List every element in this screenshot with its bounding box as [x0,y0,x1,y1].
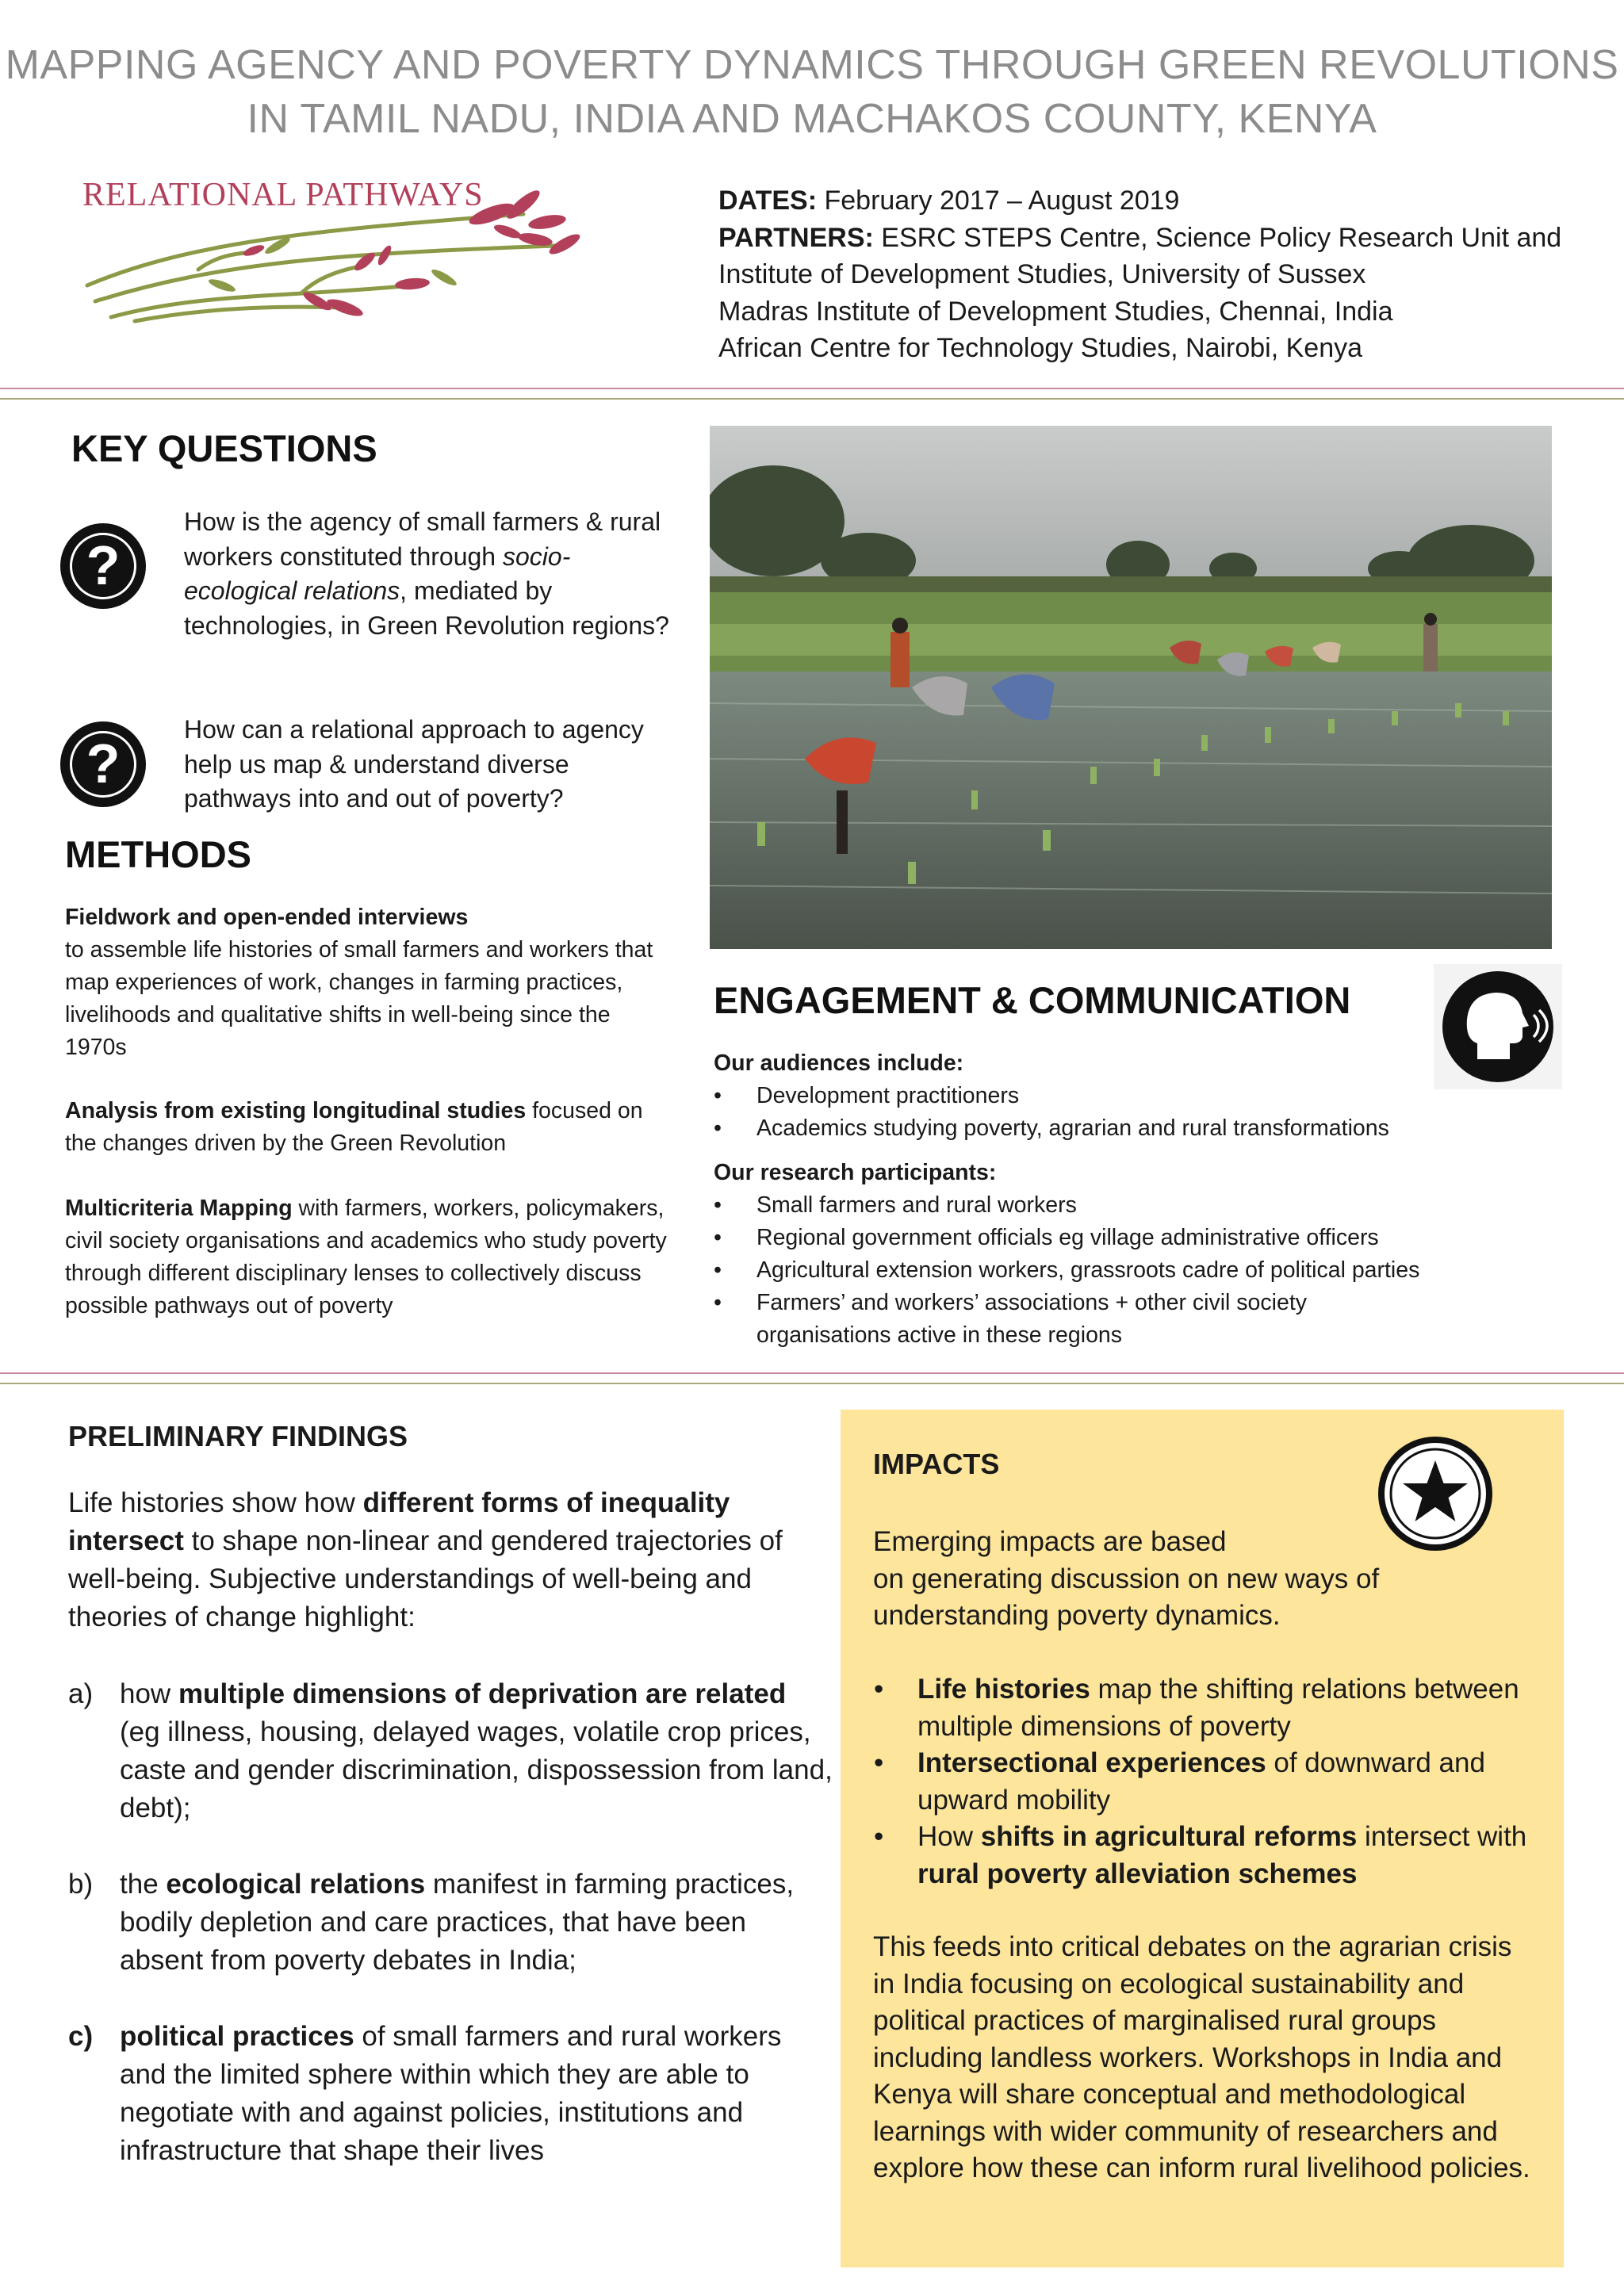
finding-b: the ecological relations manifest in farming practices, bodily depletion and care practices, that have been absent from poverty debates in India; [120,1869,795,1976]
finding-b-label: b) [68,1869,94,1900]
bullet: • [874,1821,884,1852]
bullet: • [714,1225,722,1250]
findings-intro: Life histories show how different forms of inequality intersect to shape non-linear and gendered trajectories of well-being. Subjective understandings of well-being and theories of change highlight: [68,1487,783,1632]
logo-text: RELATIONAL PATHWAYS [82,177,484,213]
participant-item: Regional government officials eg village administrative officers [756,1225,1379,1250]
findings-heading: PRELIMINARY FINDINGS [68,1420,408,1452]
impact-life-histories: Life histories map the shifting relations between multiple dimensions of poverty [917,1674,1519,1742]
partners-label: PARTNERS: [718,222,874,253]
bullet: • [874,1747,884,1778]
bullet: • [714,1257,722,1283]
impacts-intro: Emerging impacts are based on generating discussion on new ways of understanding poverty dynamics. [873,1526,1380,1631]
partners-line-2: Institute of Development Studies, University of Sussex [718,259,1366,289]
question-mark-icon: ? [60,721,146,807]
finding-a-label: a) [68,1678,94,1709]
project-meta [718,182,1591,367]
method-fieldwork: Fieldwork and open-ended interviews to assemble life histories of small farmers and workers that map experiences of work, changes in farming practices, livelihoods and qualitative shifts in well-being since the 1970s [65,905,653,1060]
question-2-text: How can a relational approach to agency help us map & understand diverse pathways into and out of poverty? [184,715,644,813]
divider [0,388,1624,389]
relational-pathways-logo [79,166,587,349]
method-longitudinal: Analysis from existing longitudinal studies focused on the changes driven by the Green Revolution [65,1098,643,1156]
divider [0,1372,1624,1374]
participants-label: Our research participants: [714,1160,997,1185]
impact-reforms: How shifts in agricultural reforms intersect with rural poverty alleviation schemes [917,1821,1527,1889]
audiences-label: Our audiences include: [714,1050,964,1076]
partners-value-1: ESRC STEPS Centre, Science Policy Research Unit and [873,222,1562,253]
engagement-heading: ENGAGEMENT & COMMUNICATION [714,979,1351,1021]
divider [0,398,1624,400]
question-mark-icon: ? [60,523,146,609]
title-line-2: IN TAMIL NADU, INDIA AND MACHAKOS COUNTY, KENYA [247,96,1377,142]
participant-item: Farmers’ and workers’ associations + other civil society [756,1290,1308,1315]
divider [0,1383,1624,1384]
key-questions-heading: KEY QUESTIONS [71,427,377,469]
title-line-1: MAPPING AGENCY AND POVERTY DYNAMICS THROUGH GREEN REVOLUTIONS [5,42,1619,88]
impact-intersectional: Intersectional experiences of downward and upward mobility [917,1747,1485,1816]
impacts-closing: This feeds into critical debates on the agrarian crisis in India focusing on ecological sustainability and political practices of marginalised rural groups including landless workers. Workshops in India and Kenya will share conceptual and methodological learnings with wider community of researchers and explore how these can inform rural livelihood policies. [873,1931,1530,2183]
question-1-text: How is the agency of small farmers & rural workers constituted through socio-ecological relations, mediated by technologies, in Green Revolution regions? [184,507,669,640]
finding-c: political practices of small farmers and rural workers and the limited sphere within which they are able to negotiate with and against policies, institutions and infrastructure that shape their lives [120,2021,782,2166]
rice-paddy-photo [710,426,1552,949]
dates-label: DATES: [718,186,818,216]
dates-value: February 2017 – August 2019 [817,186,1180,216]
participant-item: Small farmers and rural workers [756,1192,1077,1218]
partners-line-4: African Centre for Technology Studies, Nairobi, Kenya [718,333,1363,363]
participant-item: Agricultural extension workers, grassroots cadre of political parties [756,1257,1420,1283]
partners-line-1 [718,220,1591,257]
bullet: • [714,1083,722,1108]
dates-line [718,182,1591,220]
wheat-stalks-icon [79,166,587,349]
audience-item: Development practitioners [756,1083,1020,1108]
speaking-head-icon [1434,964,1562,1089]
methods-heading: METHODS [65,833,251,875]
bullet: • [714,1290,722,1315]
audience-item: Academics studying poverty, agrarian and rural transformations [756,1115,1389,1141]
finding-c-label: c) [68,2021,94,2052]
participant-item-continued: organisations active in these regions [756,1322,1123,1348]
bullet: • [714,1192,722,1218]
page-title [0,38,1624,146]
bullet: • [714,1115,722,1141]
finding-a: how multiple dimensions of deprivation are related (eg illness, housing, delayed wages, volatile crop prices, caste and gender discrimination, dispossession from land, debt); [120,1678,833,1823]
method-multicriteria: Multicriteria Mapping with farmers, workers, policymakers, civil society organisations and academics who study poverty through different disciplinary lenses to collectively discuss possible pathways out of poverty [65,1196,667,1318]
partners-line-3: Madras Institute of Development Studies, Chennai, India [718,296,1393,327]
bullet: • [874,1674,884,1705]
impacts-heading: IMPACTS [873,1448,1000,1480]
